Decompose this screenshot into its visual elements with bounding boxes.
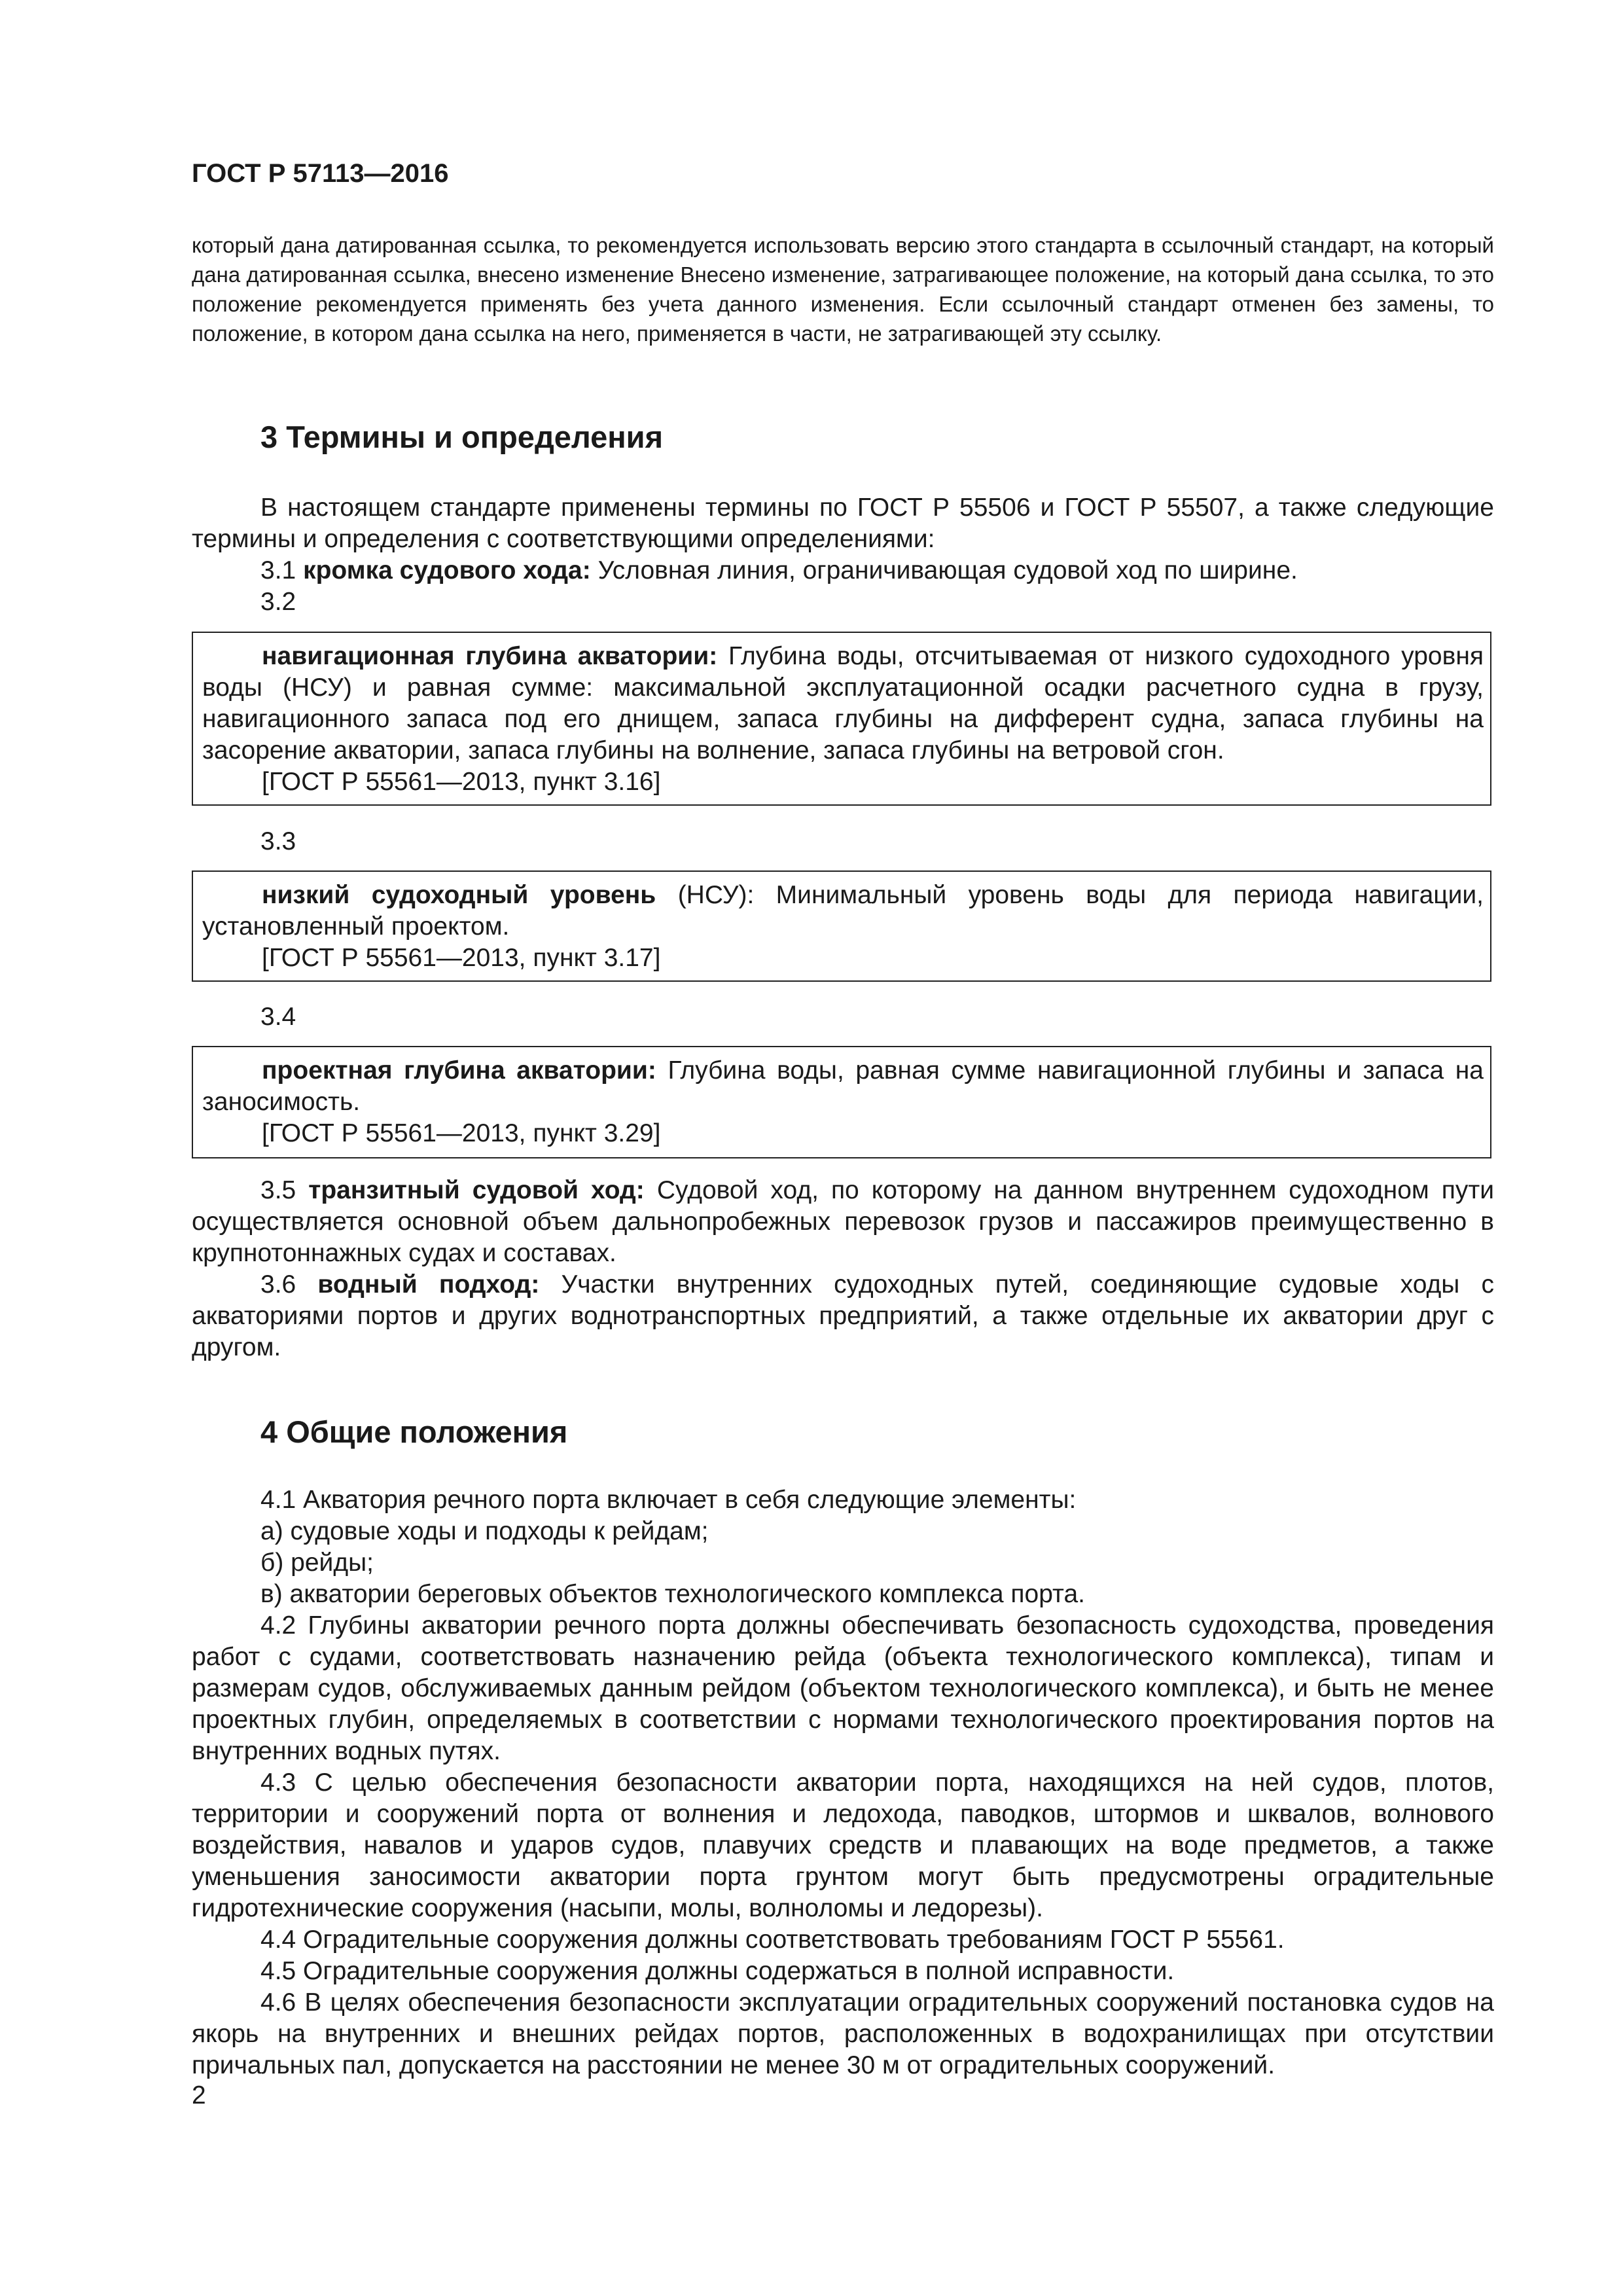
term-3-3-reference: [ГОСТ Р 55561—2013, пункт 3.17] [262,944,661,972]
term-3-4 [202,1055,1484,1118]
section-3-heading-block [192,419,1494,455]
intro-paragraph-block [192,230,1494,348]
clause-4-5: 4.5 Оградительные сооружения должны содержаться в полной исправности. [260,1957,1175,1985]
clause-4-1-b: б) рейды; [260,1549,374,1577]
section-4-heading: 4 Общие положения [260,1414,568,1449]
term-3-2-box [192,632,1491,806]
term-3-2-term: навигационная глубина акватории: [262,642,718,670]
term-3-5-term: транзитный судовой ход: [308,1176,645,1204]
clause-4-3: 4.3 С целью обеспечения безопасности акватории порта, находящихся на ней судов, плотов, территории и сооружений порта от волнения и ледохода, паводков, штормов и шквалов, волнового воздействия, навалов и ударов судов, плавучих средств и плавающих на воде предметов, а также уменьшения заносимости акватории порта грунтом могут быть предусмотрены оградительные гидротехнические сооружения (насыпи, молы, волноломы и ледорезы). [192,1768,1494,1922]
clause-4-1-a: а) судовые ходы и подходы к рейдам; [260,1517,709,1545]
term-3-4-box [192,1046,1491,1158]
term-3-1-definition: Условная линия, ограничивающая судовой ход по ширине. [597,556,1298,584]
document-id: ГОСТ Р 57113—2016 [192,159,449,188]
term-3-6 [192,1269,1494,1363]
term-3-5 [192,1175,1494,1269]
term-3-3-number-block [192,826,1494,857]
clause-4-1-c: в) акватории береговых объектов технологического комплекса порта. [260,1580,1085,1608]
term-3-1-number: 3.1 [260,556,296,584]
clause-4-2: 4.2 Глубины акватории речного порта должны обеспечивать безопасность судоходства, проведения работ с судами, соответствовать назначению рейда (объекта технологического комплекса), типам и размерам судов, обслуживаемых данным рейдом (объектом технологического комплекса), и быть не менее проектных глубин, определяемых в соответствии с нормами технологического проектирования портов на внутренних водных путях. [192,1611,1494,1765]
clause-4-4: 4.4 Оградительные сооружения должны соответствовать требованиям ГОСТ Р 55561. [260,1926,1285,1954]
term-3-1-term: кромка судового хода: [303,556,591,584]
term-3-1 [192,555,1494,586]
term-3-2-reference: [ГОСТ Р 55561—2013, пункт 3.16] [262,768,661,796]
term-3-6-definition: Участки внутренних судоходных путей, соединяющие судовые ходы с акваториями портов и других воднотранспортных предприятий, а также отдельные их акватории друг с другом. [192,1270,1495,1361]
term-3-3-box [192,870,1491,982]
page-number: 2 [192,2081,206,2109]
clause-4-6: 4.6 В целях обеспечения безопасности эксплуатации оградительных сооружений постановка судов на якорь на внутренних и внешних рейдах портов, расположенных в водохранилищах при отсутствии причальных пал, допускается на расстоянии не менее 30 м от оградительных сооружений. [192,1988,1494,2079]
term-3-5-number: 3.5 [260,1176,296,1204]
section-3-heading: 3 Термины и определения [260,420,663,454]
term-3-4-definition: Глубина воды, равная сумме навигационной глубины и запаса на заносимость. [202,1056,1484,1116]
section-3-intro: В настоящем стандарте применены термины по ГОСТ Р 55506 и ГОСТ Р 55507, а также следующие термины и определения с соответствующими определениями: [192,493,1494,553]
term-3-4-number-block [192,1001,1494,1033]
term-3-3 [202,880,1484,942]
term-3-3-number: 3.3 [260,827,296,855]
term-3-4-reference: [ГОСТ Р 55561—2013, пункт 3.29] [262,1119,661,1147]
term-3-4-term: проектная глубина акватории: [262,1056,656,1085]
section-4-heading-block [192,1414,1494,1450]
clause-4-1: 4.1 Акватория речного порта включает в себя следующие элементы: [260,1486,1077,1514]
term-3-2-definition: Глубина воды, отсчитываемая от низкого судоходного уровня воды (НСУ) и равная сумме: максимальной эксплуатационной осадки расчетного судна в грузу, навигационного запаса под его днищем, запаса глубины на дифферент судна, запаса глубины на засорение акватории, запаса глубины на волнение, запаса глубины на ветровой сгон. [202,642,1484,764]
terms-3-5-3-6-block [192,1175,1494,1363]
term-3-4-number: 3.4 [260,1003,296,1031]
term-3-6-term: водный подход: [317,1270,540,1299]
term-3-5-definition: Судовой ход, по которому на данном внутреннем судоходном пути осуществляется основной объем дальнопробежных перевозок грузов и пассажиров преимущественно в крупнотоннажных судах и составах. [192,1176,1494,1267]
section-3-intro-block [192,492,1494,618]
term-3-6-number: 3.6 [260,1270,296,1299]
term-3-3-term: низкий судоходный уровень [262,881,656,909]
intro-paragraph: который дана датированная ссылка, то рекомендуется использовать версию этого стандарта в ссылочный стандарт, на который дана датированная ссылка, внесено изменение Внесено изменение, затрагивающее положение, на который дана ссылка, то это положение рекомендуется применять без учета данного изменения. Если ссылочный стандарт отменен без замены, то положение, в котором дана ссылка на него, применяется в части, не затрагивающей эту ссылку. [192,233,1494,346]
term-3-2-number: 3.2 [260,588,296,616]
section-4-body [192,1484,1494,2081]
term-3-2 [202,641,1484,766]
term-3-3-definition: (НСУ): Минимальный уровень воды для периода навигации, установленный проектом. [202,881,1484,941]
